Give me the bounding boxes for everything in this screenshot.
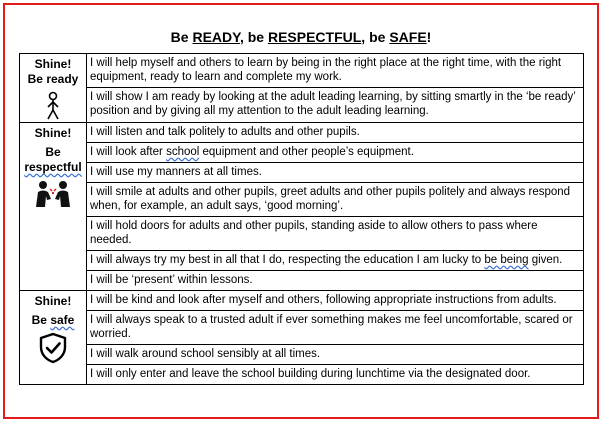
row-be-safe [20,291,584,385]
page-title: Be READY, be RESPECTFUL, be SAFE! [170,29,432,45]
rule-line: I will listen and talk politely to adults and other pupils. [90,126,360,138]
be-respectful-heading-1: Be [45,145,61,159]
people-greeting-icon [31,179,75,207]
shine-label: Shine! [34,294,72,308]
rule-line: I will always speak to a trusted adult if ever something makes me feel uncomfortable, scared or worried. [87,310,583,344]
rule-line: I will use my manners at all times. [87,162,583,182]
be-respectful-heading-2: respectful [24,160,82,174]
rule-line: I will be ‘present’ within lessons. [87,270,583,290]
rule-line: I will hold doors for adults and other pupils, standing aside to allow others to pass where needed. [87,216,583,250]
rule-line: I will always try my best in all that I do, respecting the education I am lucky to be being given. [87,250,583,270]
rules-table [19,53,584,385]
shine-label: Shine! [34,57,72,71]
row-be-ready [20,54,584,123]
be-safe-rules [87,291,584,385]
shield-check-icon [38,332,68,364]
be-safe-label-cell [20,291,87,385]
title-safe: SAFE [389,29,427,45]
title-ready: READY [192,29,240,45]
be-ready-heading: Be ready [27,72,79,86]
row-be-respectful [20,123,584,291]
rule-line: I will show I am ready by looking at the adult leading learning, by sitting smartly in the ‘be ready’ position and by giving all my attention to the adult leading learning. [87,87,583,121]
be-safe-heading: Be safe [31,313,75,327]
title-respectful: RESPECTFUL [267,29,362,45]
rule-line: I will look after school equipment and other people’s equipment. [87,142,583,162]
rule-line: I will be kind and look after myself and others, following appropriate instructions from adults. [90,294,557,306]
rule-line: I will smile at adults and other pupils, greet adults and other pupils politely and always respond when, for example, an adult says, ‘good morning’. [87,182,583,216]
shine-label: Shine! [34,126,72,140]
stick-figure-icon [43,91,63,121]
be-ready-rules [87,54,584,123]
be-respectful-rules [87,123,584,291]
be-respectful-label-cell [20,123,87,291]
rule-line: I will only enter and leave the school building during lunchtime via the designated door. [87,364,583,384]
rule-line: I will help myself and others to learn by being in the right place at the right time, with the right equipment, ready to learn and complete my work. [90,57,562,83]
be-ready-label-cell [20,54,87,123]
rule-line: I will walk around school sensibly at all times. [87,344,583,364]
